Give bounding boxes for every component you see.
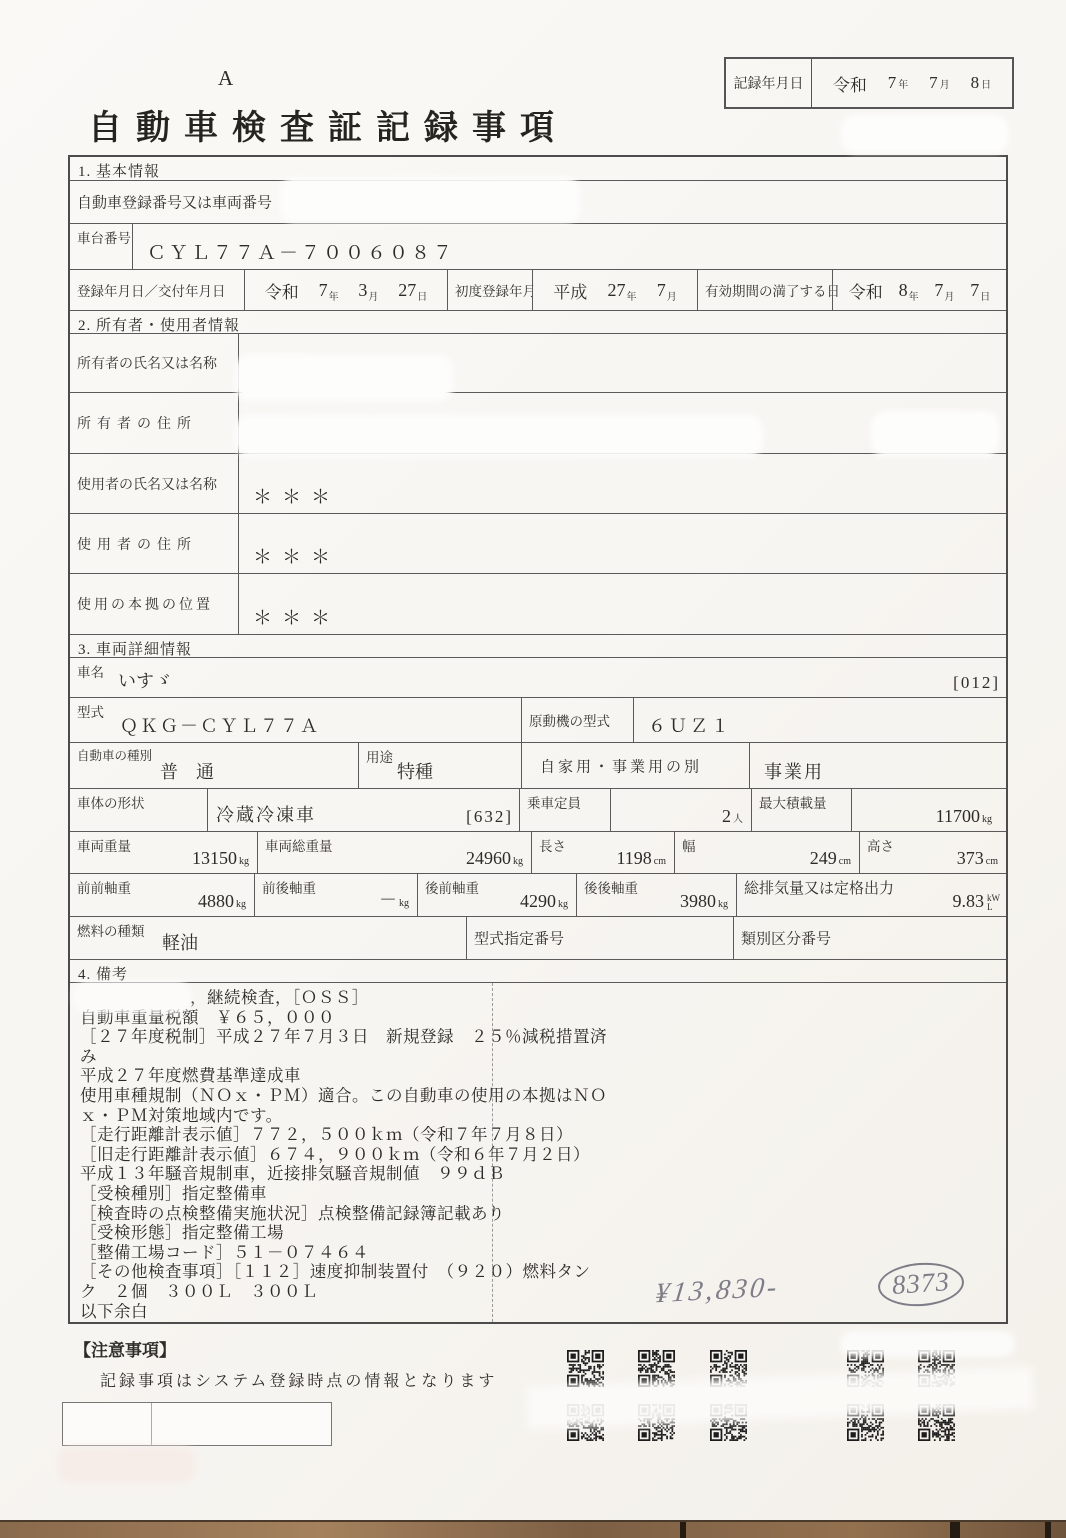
user-name-value: ＊＊＊: [253, 487, 341, 508]
record-date-year: 7: [887, 73, 897, 92]
remark-line: ［検査時の点検整備実施状況］点検整備記録簿記載あり: [80, 1203, 505, 1223]
document-title: 自動車検査証記録事項: [88, 110, 568, 147]
redaction: [285, 182, 575, 218]
year-unit: 年: [898, 80, 909, 91]
notice-text: 記録事項はシステム登録時点の情報となります: [100, 1373, 498, 1390]
vehicle-weight-value: 13150: [192, 848, 237, 868]
section-header-basic: [70, 157, 1006, 181]
axle-rear-rear-label: 後後軸重: [584, 881, 638, 896]
era-text: 令和: [848, 282, 883, 302]
row-dates: [70, 270, 1006, 311]
remark-line: 自動車重量税額 ￥６５，０００: [80, 1007, 335, 1027]
length-value: 1198: [616, 848, 652, 868]
era-text: 平成: [553, 282, 588, 302]
redaction: [240, 420, 758, 452]
vehicle-kind-value: 普 通: [160, 762, 214, 782]
vehicle-name-value: いすゞ: [118, 671, 172, 691]
height-value: 373: [956, 848, 984, 868]
owner-name-label: 所有者の氏名又は名称: [77, 357, 217, 372]
section-header-vehicle: [70, 635, 1006, 658]
vehicle-weight-label: 車両重量: [77, 839, 131, 854]
first-registration-value: 平成 $27_年$ $7_月$: [553, 279, 677, 303]
redaction: [240, 360, 448, 396]
seating-capacity-label: 乗車定員: [527, 796, 581, 811]
chassis-number-label: 車台番号: [77, 231, 131, 246]
chassis-number-value: ＣＹＬ７７Ａ－７００６０８７: [147, 243, 456, 264]
max-payload-label: 最大積載量: [759, 796, 827, 811]
remark-line: ク ２個 ３００Ｌ ３００Ｌ: [80, 1281, 318, 1301]
first-registration-label: 初度登録年月: [455, 284, 536, 299]
record-date-label: 記録年月日: [726, 59, 812, 107]
qr-code: [638, 1350, 675, 1387]
user-name-label: 使用者の氏名又は名称: [77, 477, 217, 493]
record-date-month: 7: [929, 73, 938, 92]
section-title: 2. 所有者・使用者情報: [78, 318, 241, 334]
business-use-value: 事業用: [764, 762, 824, 782]
axle-rear-front-label: 後前軸重: [425, 881, 479, 896]
qr-code: [710, 1350, 747, 1387]
liter-unit: L: [987, 902, 993, 912]
remark-line: み: [80, 1046, 97, 1066]
section-title: 1. 基本情報: [78, 164, 161, 180]
fuel-type-value: 軽油: [162, 933, 198, 953]
record-date-value: [812, 59, 1012, 107]
row-model: [70, 698, 1006, 743]
remark-line: ［走行距離計表示値］７７２，５００ｋｍ（令和７年７月８日）: [80, 1125, 573, 1145]
handwritten-amount: ¥13,830-: [653, 1271, 782, 1310]
remark-line: ［２７年度税制］平成２７年７月３日 新規登録 ２５％減税措置済: [80, 1027, 607, 1047]
fuel-type-label: 燃料の種類: [77, 924, 145, 939]
row-user-name: [70, 454, 1006, 514]
remarks-lines: [70, 983, 1006, 1321]
notice-title: 【注意事項】: [74, 1341, 176, 1360]
remark-line: 平成１３年騒音規制車，近接排気騒音規制値 ９９ｄＢ: [80, 1164, 505, 1184]
user-address-label: 使用者の住所: [77, 537, 197, 553]
registration-date-label: 登録年月日／交付年月日: [77, 284, 226, 299]
axle-front-front-value: 4880: [198, 891, 234, 911]
qr-code: [567, 1350, 604, 1387]
remark-line: 以下余白: [80, 1301, 148, 1321]
remarks-box: [70, 983, 1006, 1322]
qr-code: [847, 1404, 884, 1441]
use-value: 特種: [397, 762, 433, 782]
stamp-box-divider: [151, 1403, 152, 1445]
height-label: 高さ: [867, 839, 894, 854]
user-address-value: ＊＊＊: [253, 547, 341, 568]
row-body-shape: 車体の形状 冷蔵冷凍車 [632] 乗車定員 2 人 最大積載量 11700 kg: [70, 789, 1006, 832]
axle-front-front-label: 前前軸重: [77, 881, 131, 896]
body-shape-code: [632]: [466, 807, 513, 826]
redaction: [876, 416, 994, 452]
remark-line: ［受検種別］指定整備車: [80, 1183, 267, 1203]
footer-stamp-box: [62, 1402, 332, 1446]
remarks-column-divider: [492, 983, 493, 1322]
displacement-output-label: 総排気量又は定格出力: [744, 881, 895, 897]
row-fuel-type: [70, 917, 1006, 960]
expiry-date-label: 有効期間の満了する日: [705, 284, 840, 299]
row-vehicle-kind: [70, 743, 1006, 789]
axle-front-rear-value: －: [379, 890, 397, 910]
section-header-remarks: [70, 960, 1006, 983]
base-location-value: ＊＊＊: [253, 608, 341, 629]
max-payload-value: 11700: [935, 806, 980, 826]
axle-front-rear-label: 前後軸重: [262, 881, 316, 896]
engine-model-label: 原動機の型式: [529, 714, 610, 729]
redaction: [846, 120, 1004, 148]
width-value: 249: [809, 848, 837, 868]
redaction: [62, 1452, 190, 1478]
remark-line: 平成２７年度燃費基準達成車: [80, 1066, 301, 1086]
remark-line: 使用車種規制（ＮＯｘ・ＰＭ）適合。この自動車の使用の本拠はＮＯ: [80, 1085, 607, 1105]
section-title: 4. 備考: [78, 967, 129, 983]
remark-line: ［受検形態］指定整備工場: [80, 1223, 284, 1243]
base-location-label: 使用の本拠の位置: [77, 598, 213, 613]
axle-rear-rear-value: 3980: [680, 891, 716, 911]
vehicle-name-code: [012]: [953, 673, 1000, 692]
axle-rear-front-value: 4290: [520, 891, 556, 911]
remark-line: ［旧走行距離計表示値］６７４，９００ｋｍ（令和６年７月２日）: [80, 1144, 590, 1164]
month-unit: 月: [939, 80, 950, 91]
model-label: 型式: [77, 705, 104, 720]
qr-code: [918, 1404, 955, 1441]
displacement-output-value: 9.83: [952, 891, 984, 911]
row-base-location: [70, 574, 1006, 635]
remark-line: ｘ・ＰＭ対策地域内です。: [80, 1105, 283, 1125]
expiry-date-value: 令和 $8_年$ $7_月$ $7_日$: [848, 279, 991, 303]
body-shape-value: 冷蔵冷凍車: [216, 805, 316, 825]
gross-weight-label: 車両総重量: [265, 839, 333, 854]
remark-line: ［その他検査事項］［１１２］速度抑制装置付 （９２０）燃料タン: [80, 1262, 591, 1282]
classification-number-label: 類別区分番号: [741, 931, 832, 948]
row-user-address: [70, 514, 1006, 574]
table-surface: [0, 1520, 1066, 1538]
body-shape-label: 車体の形状: [77, 796, 145, 811]
main-table: [68, 155, 1008, 1324]
row-weights-dimensions: 車両重量 13150 kg 車両総重量 24960 kg 長さ 1198 cm 幅 249 cm 高さ 373 cm: [70, 832, 1006, 874]
handwritten-circled-number: 8373: [877, 1260, 966, 1309]
length-label: 長さ: [539, 839, 566, 854]
row-vehicle-name: [70, 658, 1006, 698]
owner-address-label: 所有者の住所: [77, 417, 197, 432]
day-unit: 日: [981, 80, 992, 91]
era-text: 令和: [264, 282, 299, 302]
seating-capacity-value: 2: [722, 806, 731, 826]
model-value: ＱＫＧ－ＣＹＬ７７Ａ: [120, 716, 320, 736]
engine-model-value: ６ＵＺ１: [648, 716, 732, 736]
row-axle-weights: 前前軸重 4880 kg 前後軸重 － kg 後前軸重 4290 kg 後後軸重 3980 kg 総排気量又は定格出力 9.83 kW L: [70, 874, 1006, 917]
width-label: 幅: [682, 839, 696, 854]
vehicle-kind-label: 自動車の種別: [77, 749, 153, 763]
type-designation-number-label: 型式指定番号: [474, 931, 565, 948]
use-label: 用途: [366, 750, 393, 765]
record-date-day: 8: [970, 73, 980, 92]
registration-number-label: 自動車登録番号又は車両番号: [77, 195, 273, 212]
redaction: [845, 1336, 1010, 1352]
vehicle-name-label: 車名: [77, 665, 104, 680]
gross-weight-value: 24960: [466, 848, 511, 868]
registration-date-value: 令和 $7_年$ $3_月$ $27_日$: [264, 279, 428, 303]
row-owner-name: [70, 334, 1006, 393]
business-use-label: 自家用・事業用の別: [540, 759, 703, 775]
record-date-era: 令和: [832, 75, 867, 95]
remark-line: ［整備工場コード］５１－０７４６４: [80, 1242, 369, 1262]
page-corner-mark: A: [218, 66, 236, 90]
row-chassis-number: [70, 224, 1006, 270]
section-header-owner: [70, 311, 1006, 334]
redaction: [78, 986, 186, 1008]
section-title: 3. 車両詳細情報: [78, 642, 193, 658]
kw-unit: kW: [987, 893, 1000, 903]
remark-line: ，継続検査，［ＯＳＳ］: [190, 988, 369, 1007]
record-date-box: [724, 57, 1014, 109]
